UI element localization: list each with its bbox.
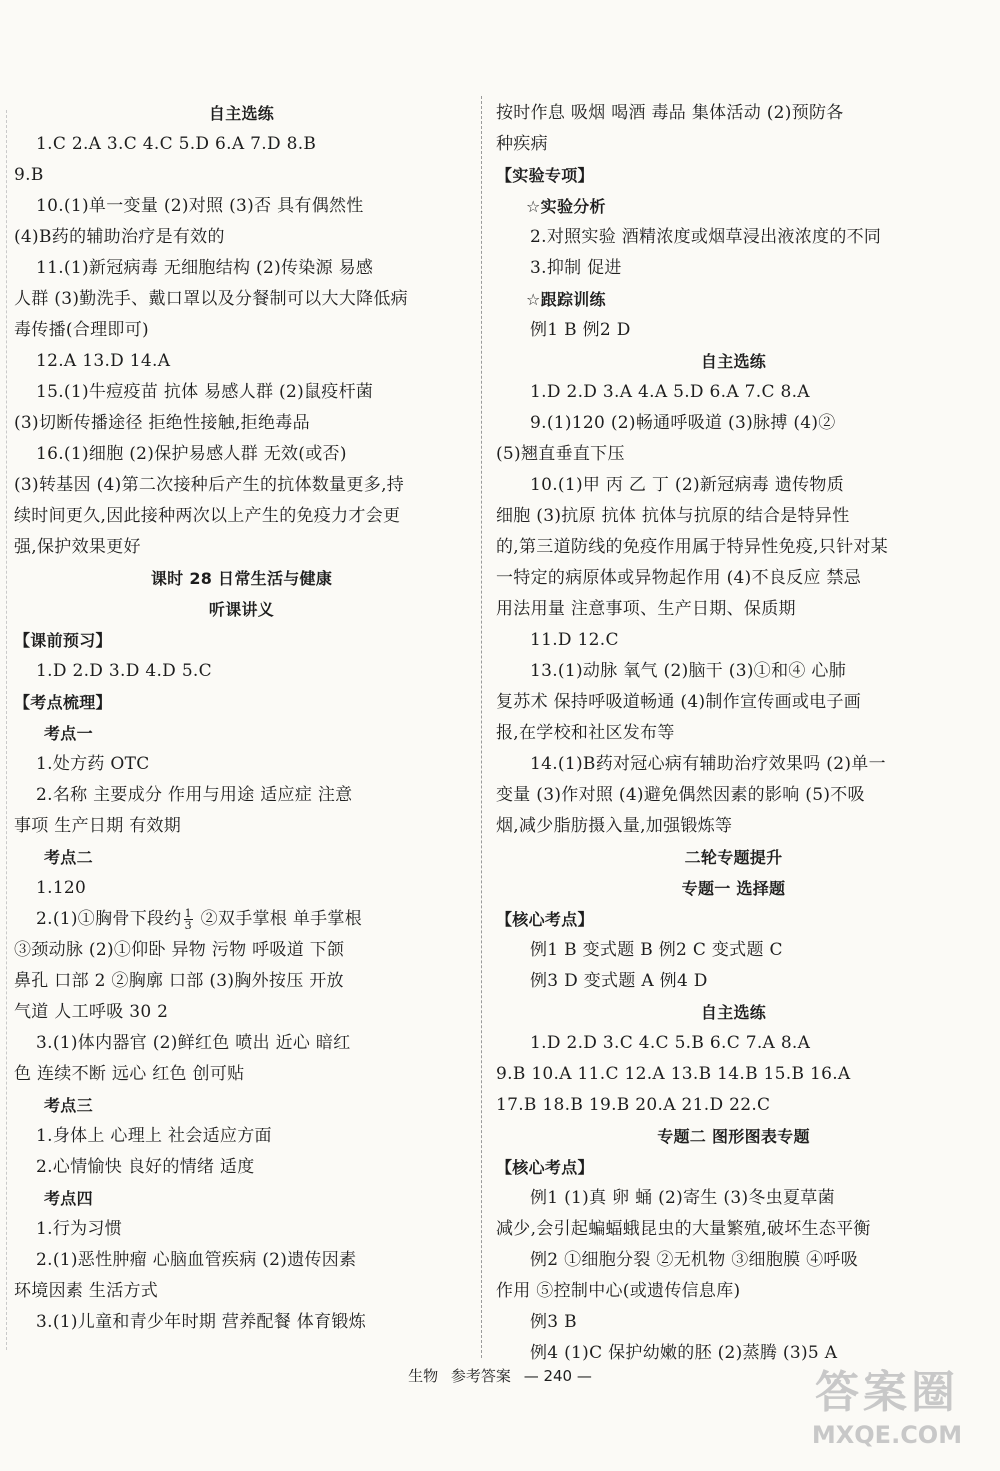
fraction-suffix: ②双手掌根 单手掌根 [194, 909, 363, 929]
answer-line: 1.D 2.D 3.C 4.C 5.B 6.C 7.A 8.A [530, 1033, 811, 1053]
answer-line: 人群 (3)勤洗手、戴口罩以及分餐制可以大大降低病 [14, 289, 408, 309]
answer-line: 1.身体上 心理上 社会适应方面 [36, 1126, 272, 1146]
section-label: 【考点梳理】 [14, 693, 112, 712]
column-divider [481, 96, 482, 1358]
section-heading: 自主选练 [700, 352, 767, 371]
watermark-text: 答案圈 [815, 1367, 959, 1418]
right-column [496, 98, 971, 1369]
section-heading: 自主选练 [208, 104, 275, 123]
answer-line: 2.心情愉快 良好的情绪 适度 [36, 1157, 255, 1177]
answer-line: 3.抑制 促进 [530, 258, 622, 278]
subsection-label: ☆实验分析 [526, 197, 606, 216]
answer-line: 气道 人工呼吸 30 2 [14, 1002, 169, 1022]
answer-line: 变量 (3)作对照 (4)避免偶然因素的影响 (5)不吸 [496, 785, 865, 805]
answer-line: (3)切断传播途径 拒绝性接触,拒绝毒品 [14, 413, 310, 433]
answer-line: 1.120 [36, 878, 87, 898]
answer-line: 例2 ①细胞分裂 ②无机物 ③细胞膜 ④呼吸 [530, 1250, 859, 1270]
answer-line: (5)翘直垂直下压 [496, 444, 625, 464]
section-heading: 自主选练 [700, 1003, 767, 1022]
answer-line: 例3 D 变式题 A 例4 D [530, 971, 708, 991]
answer-line: 3.(1)儿童和青少年时期 营养配餐 体育锻炼 [36, 1312, 367, 1332]
watermark-logo [792, 1365, 982, 1465]
section-heading: 专题一 选择题 [681, 879, 786, 898]
answer-line: 细胞 (3)抗原 抗体 抗体与抗原的结合是特异性 [496, 506, 850, 526]
answer-line: 9.B 10.A 11.C 12.A 13.B 14.B 15.B 16.A [496, 1064, 851, 1084]
subsection-label: 考点一 [44, 724, 93, 743]
answer-line: 色 连续不断 远心 红色 创可贴 [14, 1064, 245, 1084]
answer-line-fraction [14, 904, 469, 935]
answer-line: 强,保护效果更好 [14, 537, 141, 557]
answer-line: 17.B 18.B 19.B 20.A 21.D 22.C [496, 1095, 771, 1115]
answer-line: 2.对照实验 酒精浓度或烟草浸出液浓度的不同 [530, 227, 882, 247]
answer-line: 鼻孔 口部 2 ②胸廓 口部 (3)胸外按压 开放 [14, 971, 344, 991]
answer-line: 减少,会引起蝙蝠蛾昆虫的大量繁殖,破坏生态平衡 [496, 1219, 871, 1239]
answer-line: 1.D 2.D 3.D 4.D 5.C [36, 661, 212, 681]
answer-line: 1.C 2.A 3.C 4.C 5.D 6.A 7.D 8.B [36, 134, 317, 154]
subsection-label: 考点四 [44, 1189, 93, 1208]
answer-line: 烟,减少脂肪摄入量,加强锻炼等 [496, 816, 733, 836]
margin-rule [6, 110, 7, 1350]
answer-line: 2.名称 主要成分 作用与用途 适应症 注意 [36, 785, 353, 805]
section-heading: 专题二 图形图表专题 [657, 1127, 810, 1146]
answer-line: 13.(1)动脉 氧气 (2)脑干 (3)①和④ 心肺 [530, 661, 846, 681]
footer-label: 参考答案 [450, 1367, 511, 1385]
answer-line: 1.处方药 OTC [36, 754, 150, 774]
footer-subject: 生物 [408, 1367, 439, 1385]
answer-line: 11.(1)新冠病毒 无细胞结构 (2)传染源 易感 [36, 258, 374, 278]
section-heading: 二轮专题提升 [684, 848, 783, 867]
answer-line: 按时作息 吸烟 喝酒 毒品 集体活动 (2)预防各 [496, 103, 844, 123]
subsection-label: 考点三 [44, 1096, 93, 1115]
subsection-label: 考点二 [44, 848, 93, 867]
answer-line: 16.(1)细胞 (2)保护易感人群 无效(或否) [36, 444, 347, 464]
answer-line: 9.(1)120 (2)畅通呼吸道 (3)脉搏 (4)② [530, 413, 836, 433]
answer-line: (3)转基因 (4)第二次接种后产生的抗体数量更多,持 [14, 475, 405, 495]
left-column [14, 98, 469, 1338]
fraction-prefix: 2.(1)①胸骨下段约 [36, 909, 182, 929]
answer-line: 例3 B [530, 1312, 577, 1332]
answer-line: (4)B药的辅助治疗是有效的 [14, 227, 225, 247]
answer-line: 15.(1)牛痘疫苗 抗体 易感人群 (2)鼠疫杆菌 [36, 382, 374, 402]
answer-line: 12.A 13.D 14.A [36, 351, 171, 371]
section-label: 【核心考点】 [496, 1158, 594, 1177]
answer-line: ③颈动脉 (2)①仰卧 异物 污物 呼吸道 下颌 [14, 940, 345, 960]
answer-line: 2.(1)恶性肿瘤 心脑血管疾病 (2)遗传因素 [36, 1250, 357, 1270]
answer-line: 续时间更久,因此接种两次以上产生的免疫力才会更 [14, 506, 401, 526]
page-number: — 240 — [523, 1367, 592, 1385]
answer-line: 例1 B 例2 D [530, 320, 631, 340]
section-label: 【核心考点】 [496, 910, 594, 929]
answer-line: 10.(1)甲 丙 乙 丁 (2)新冠病毒 遗传物质 [530, 475, 845, 495]
section-heading: 听课讲义 [208, 600, 275, 619]
answer-line: 用法用量 注意事项、生产日期、保质期 [496, 599, 796, 619]
answer-line: 例1 (1)真 卵 蛹 (2)寄生 (3)冬虫夏草菌 [530, 1188, 835, 1208]
answer-line: 例1 B 变式题 B 例2 C 变式题 C [530, 940, 783, 960]
watermark-url: MXQE.COM [811, 1421, 963, 1449]
answer-line: 环境因素 生活方式 [14, 1281, 159, 1301]
section-heading: 课时 28 日常生活与健康 [150, 569, 333, 588]
answer-line: 1.D 2.D 3.A 4.A 5.D 6.A 7.C 8.A [530, 382, 810, 402]
answer-line: 例4 (1)C 保护幼嫩的胚 (2)蒸腾 (3)5 A [530, 1343, 838, 1363]
fraction-numerator: 1 [184, 907, 192, 920]
section-label: 【实验专项】 [496, 166, 594, 185]
fraction [184, 908, 193, 931]
answer-line: 11.D 12.C [530, 630, 619, 650]
answer-line: 一特定的病原体或异物起作用 (4)不良反应 禁忌 [496, 568, 862, 588]
answer-line: 事项 生产日期 有效期 [14, 816, 182, 836]
answer-line: 的,第三道防线的免疫作用属于特异性免疫,只针对某 [496, 537, 889, 557]
answer-line: 种疾病 [496, 134, 548, 154]
answer-line: 作用 ⑤控制中心(或遗传信息库) [496, 1281, 741, 1301]
answer-line: 复苏术 保持呼吸道畅通 (4)制作宣传画或电子画 [496, 692, 862, 712]
answer-line: 报,在学校和社区发布等 [496, 723, 675, 743]
subsection-label: ☆跟踪训练 [526, 290, 606, 309]
answer-line: 毒传播(合理即可) [14, 320, 149, 340]
answer-line: 10.(1)单一变量 (2)对照 (3)否 具有偶然性 [36, 196, 364, 216]
answer-line: 1.行为习惯 [36, 1219, 123, 1239]
fraction-denominator: 3 [184, 919, 192, 932]
answer-line: 3.(1)体内器官 (2)鲜红色 喷出 近心 暗红 [36, 1033, 351, 1053]
answer-line: 14.(1)B药对冠心病有辅助治疗效果吗 (2)单一 [530, 754, 886, 774]
answer-line: 9.B [14, 165, 44, 185]
section-label: 【课前预习】 [14, 631, 112, 650]
